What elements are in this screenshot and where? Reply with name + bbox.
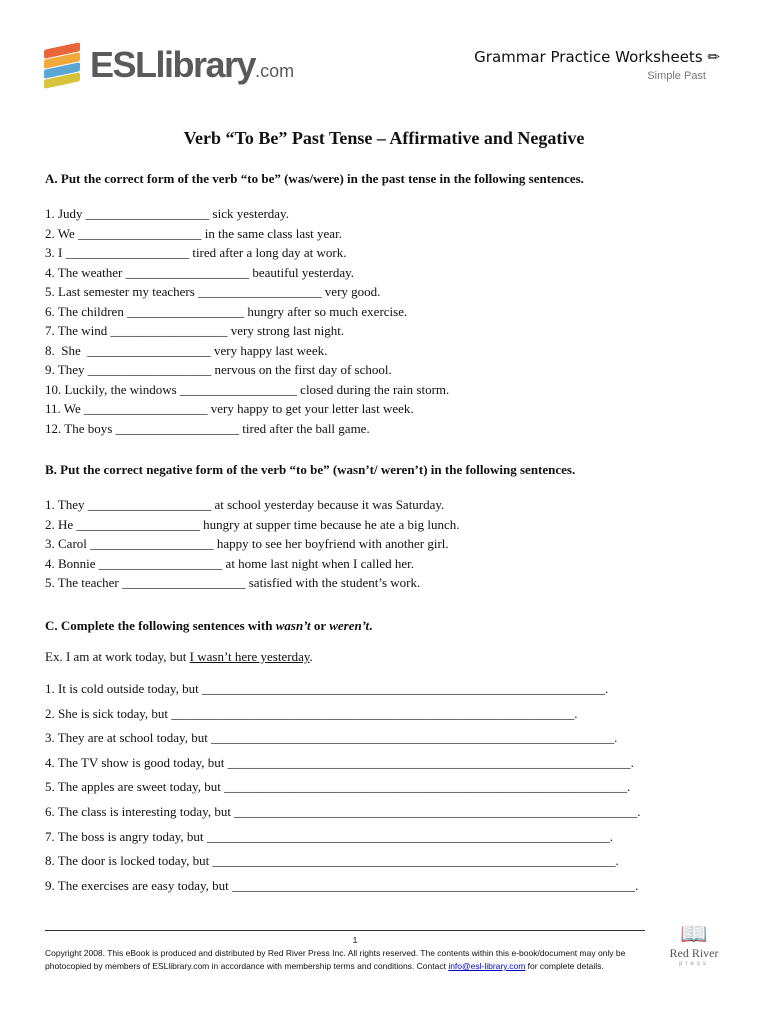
section-a-heading: A. Put the correct form of the verb “to be” (was/were) in the past tense in the following sentences. — [45, 171, 584, 186]
exercise-item: 1. They ___________________ at school yesterday because it was Saturday. — [45, 497, 445, 512]
exercise-item: 7. The boss is angry today, but ______________________________________________________________. — [45, 828, 614, 844]
exercise-item: 1. It is cold outside today, but ______________________________________________________________. — [45, 681, 609, 696]
exercise-item: 8. She ___________________ very happy last week. — [45, 342, 328, 358]
exercise-item: 2. She is sick today, but ______________________________________________________________. — [45, 705, 578, 721]
exercise-item: 5. Last semester my teachers ___________________ very good. — [45, 284, 381, 299]
topic-label: Simple Past — [647, 70, 706, 82]
red-river-press-logo: 📖 Red River press — [666, 922, 722, 967]
exercise-item: 12. The boys ___________________ tired after the ball game. — [45, 420, 370, 436]
example-sentence: Ex. I am at work today, but I wasn’t here yesterday. — [45, 649, 313, 664]
exercise-item: 2. We ___________________ in the same class last year. — [45, 225, 342, 241]
section-b — [45, 462, 575, 593]
section-c — [45, 618, 640, 898]
exercise-item: 7. The wind __________________ very strong last night. — [45, 323, 345, 338]
exercise-item: 4. Bonnie ___________________ at home last night when I called her. — [45, 555, 414, 571]
section-a — [45, 171, 584, 438]
exercise-item: 9. They ___________________ nervous on the first day of school. — [45, 362, 392, 377]
books-icon — [44, 42, 84, 88]
exercise-item: 6. The class is interesting today, but ______________________________________________________________. — [45, 803, 641, 819]
exercise-item: 10. Luckily, the windows __________________ closed during the rain storm. — [45, 381, 450, 397]
exercise-item: 4. The TV show is good today, but ______________________________________________________________. — [45, 754, 634, 770]
exercise-item: 9. The exercises are easy today, but ______________________________________________________________. — [45, 877, 639, 893]
footer — [45, 934, 665, 973]
book-pages-icon: 📖 — [680, 921, 708, 946]
exercise-item: 6. The children __________________ hungry after so much exercise. — [45, 303, 408, 319]
exercise-item: 11. We ___________________ very happy to get your letter last week. — [45, 401, 414, 416]
exercise-item: 3. I ___________________ tired after a long day at work. — [45, 245, 347, 260]
exercise-item: 3. They are at school today, but ______________________________________________________________. — [45, 730, 618, 746]
copyright-line-2: photocopied by members of ESLlibrary.com in accordance with membership terms and conditions. Contact info@esl-library.com for complete details. — [45, 961, 604, 971]
email-link[interactable]: info@esl-library.com — [448, 961, 526, 971]
exercise-item: 5. The teacher ___________________ satisfied with the student’s work. — [45, 575, 421, 590]
pencil-icon: ✏ — [707, 48, 720, 66]
exercise-item: 2. He ___________________ hungry at supper time because he ate a big lunch. — [45, 516, 460, 532]
exercise-item: 4. The weather ___________________ beautiful yesterday. — [45, 264, 355, 280]
header-right — [474, 48, 720, 82]
section-c-heading: C. Complete the following sentences with wasn’t or weren’t. — [45, 618, 373, 633]
copyright-line: Copyright 2008. This eBook is produced and distributed by Red River Press Inc. All rights reserved. The contents within this e-book/document may only be — [45, 948, 626, 958]
page-title: Verb “To Be” Past Tense – Affirmative and Negative — [183, 128, 585, 148]
exercise-item: 3. Carol ___________________ happy to see her boyfriend with another girl. — [45, 536, 449, 551]
exercise-item: 8. The door is locked today, but ______________________________________________________________. — [45, 853, 619, 869]
footer-divider — [45, 930, 645, 931]
esl-library-logo — [44, 42, 294, 88]
page-number: 1 — [352, 935, 358, 945]
exercise-item: 5. The apples are sweet today, but ______________________________________________________________. — [45, 779, 631, 795]
logo-text: ESLlibrary — [90, 44, 256, 85]
logo-suffix: .com — [255, 61, 295, 81]
section-b-heading: B. Put the correct negative form of the verb “to be” (wasn’t/ weren’t) in the following sentences. — [45, 462, 576, 477]
exercise-item: 1. Judy ___________________ sick yesterday. — [45, 206, 289, 221]
series-title: Grammar Practice Worksheets — [474, 48, 703, 66]
